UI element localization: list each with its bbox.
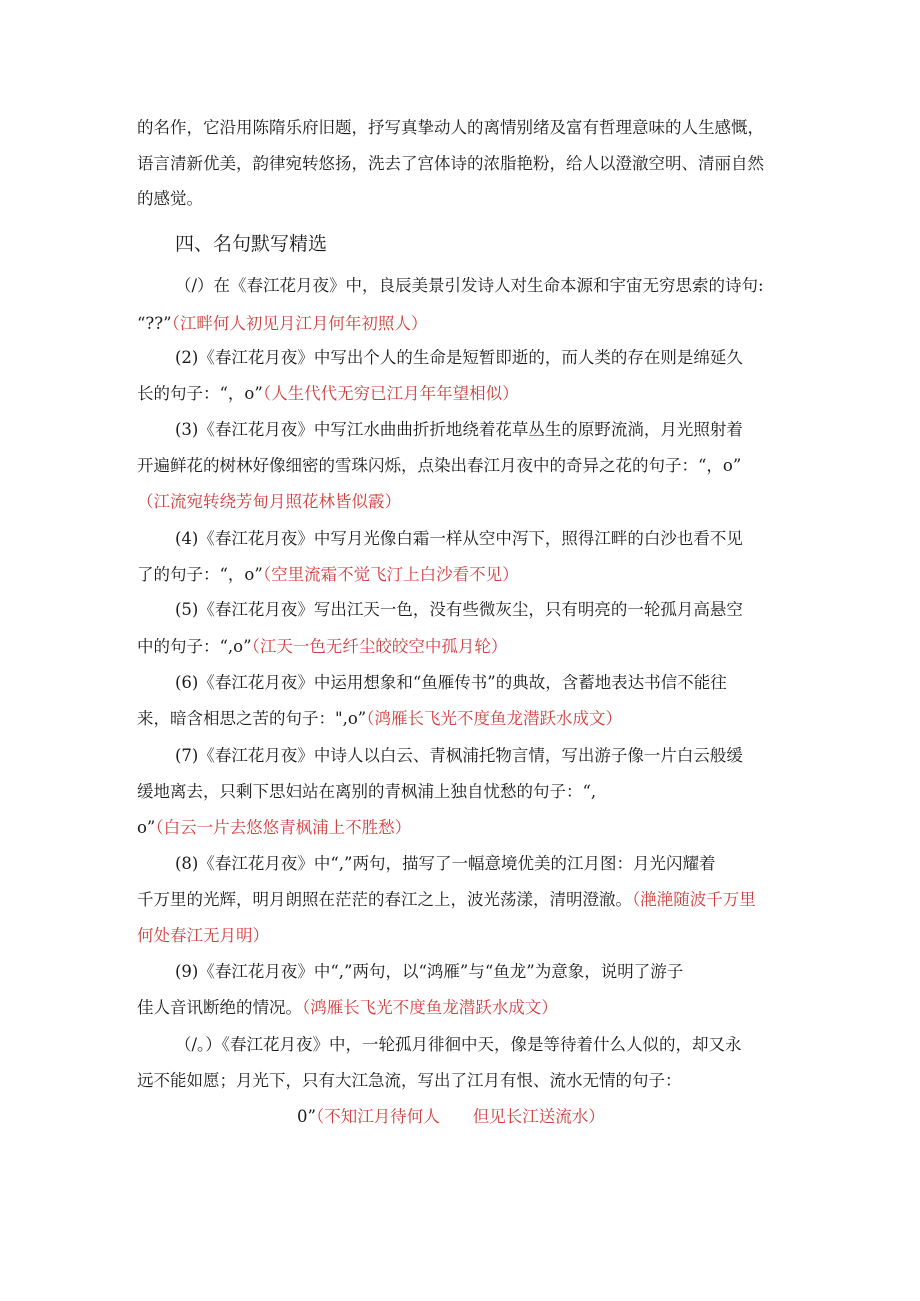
- item-6-question: 来，暗含相思之苦的句子：",o”: [137, 709, 367, 728]
- item-8-answer-part-1: （滟滟随波千万里: [632, 890, 756, 909]
- item-10-answer: （不知江月待何人 但见长江送流水）: [315, 1107, 605, 1126]
- item-2-answer: （人生代代无穷已江月年年望相似）: [262, 384, 519, 403]
- item-7-question: o”: [137, 818, 156, 837]
- item-10-line-2: 远不能如愿；月光下，只有大江急流，写出了江月有恨、流水无情的句子：: [137, 1071, 682, 1090]
- item-4-line-1: (4)《春江花月夜》中写月光像白霜一样从空中泻下，照得江畔的白沙也看不见: [175, 529, 743, 548]
- item-9-line-1: (9)《春江花月夜》中“,”两句，以“鸿雁”与“鱼龙”为意象，说明了游子: [175, 962, 684, 981]
- item-5-answer: （江天一色无纤尘皎皎空中孤月轮）: [251, 637, 508, 656]
- item-3-line-1: (3)《春江花月夜》中写江水曲曲折折地绕着花草丛生的原野流淌，月光照射着: [175, 420, 743, 439]
- item-1-line-2: [137, 312, 427, 336]
- item-3-line-2: 开遍鲜花的树林好像细密的雪珠闪烁，点染出春江月夜中的奇异之花的句子：“，o”: [137, 456, 742, 475]
- item-4-answer: （空里流霜不觉飞汀上白沙看不见）: [262, 565, 519, 584]
- item-7-answer: （白云一片去悠悠青枫浦上不胜愁）: [155, 818, 412, 837]
- item-7-line-1: (7)《春江花月夜》中诗人以白云、青枫浦托物言情，写出游子像一片白云般缓: [175, 746, 743, 765]
- item-2-line-1: (2)《春江花月夜》中写出个人的生命是短暂即逝的，而人类的存在则是绵延久: [175, 348, 743, 367]
- item-1-answer: （江畔何人初见月江月何年初照人）: [171, 314, 428, 333]
- intro-line-3: 的感觉。: [137, 189, 203, 208]
- item-6-answer: （鸿雁长飞光不度鱼龙潜跃水成文）: [366, 709, 622, 728]
- item-8-question: 千万里的光辉，明月朗照在茫茫的春江之上，波光荡漾，清明澄澈。: [137, 890, 632, 909]
- item-9-question: 佳人音讯断绝的情况。: [137, 998, 302, 1017]
- item-1-line-1: （/）在《春江花月夜》中，良辰美景引发诗人对生命本源和宇宙无穷思索的诗句:: [175, 276, 764, 295]
- item-7-line-3: [137, 816, 411, 840]
- item-2-line-2: [137, 382, 519, 406]
- item-5-line-2: [137, 635, 507, 659]
- item-8-answer-part-2: 何处春江无月明）: [137, 926, 269, 945]
- item-5-line-1: (5)《春江花月夜》写出江天一色，没有些微灰尘，只有明亮的一轮孤月高悬空: [175, 600, 743, 619]
- item-9-line-2: [137, 996, 558, 1020]
- section-heading: 四、名句默写精选: [175, 233, 328, 255]
- item-10-line-3: [297, 1105, 605, 1129]
- item-1-question: “??”: [137, 314, 172, 333]
- intro-line-2: 语言清新优美，韵律宛转悠扬，洗去了宫体诗的浓脂艳粉，给人以澄澈空明、清丽自然: [137, 154, 764, 173]
- item-3-answer: （江流宛转绕芳甸月照花林皆似霰）: [137, 492, 401, 511]
- intro-line-1: 的名作，它沿用陈隋乐府旧题，抒写真挚动人的离情别绪及富有哲理意味的人生感慨，: [137, 118, 764, 137]
- item-8-line-1: (8)《春江花月夜》中“,”两句，描写了一幅意境优美的江月图：月光闪耀着: [175, 854, 716, 873]
- item-8-line-2: [137, 888, 756, 912]
- item-6-line-2: [137, 707, 622, 731]
- item-6-line-1: (6)《春江花月夜》中运用想象和“鱼雁传书”的典故，含蓄地表达书信不能往: [175, 673, 727, 692]
- item-4-question: 了的句子：“，o”: [137, 565, 263, 584]
- item-4-line-2: [137, 563, 519, 587]
- item-2-question: 长的句子：“，o”: [137, 384, 263, 403]
- item-10-line-1: （/。）《春江花月夜》中，一轮孤月徘徊中天，像是等待着什么人似的，却又永: [175, 1035, 742, 1054]
- item-10-question: 0”: [297, 1107, 316, 1126]
- item-5-question: 中的句子：“,o”: [137, 637, 252, 656]
- item-9-answer: （鸿雁长飞光不度鱼龙潜跃水成文）: [302, 998, 558, 1017]
- item-7-line-2: 缓地离去，只剩下思妇站在离别的青枫浦上独自忧愁的句子：“,: [137, 782, 597, 801]
